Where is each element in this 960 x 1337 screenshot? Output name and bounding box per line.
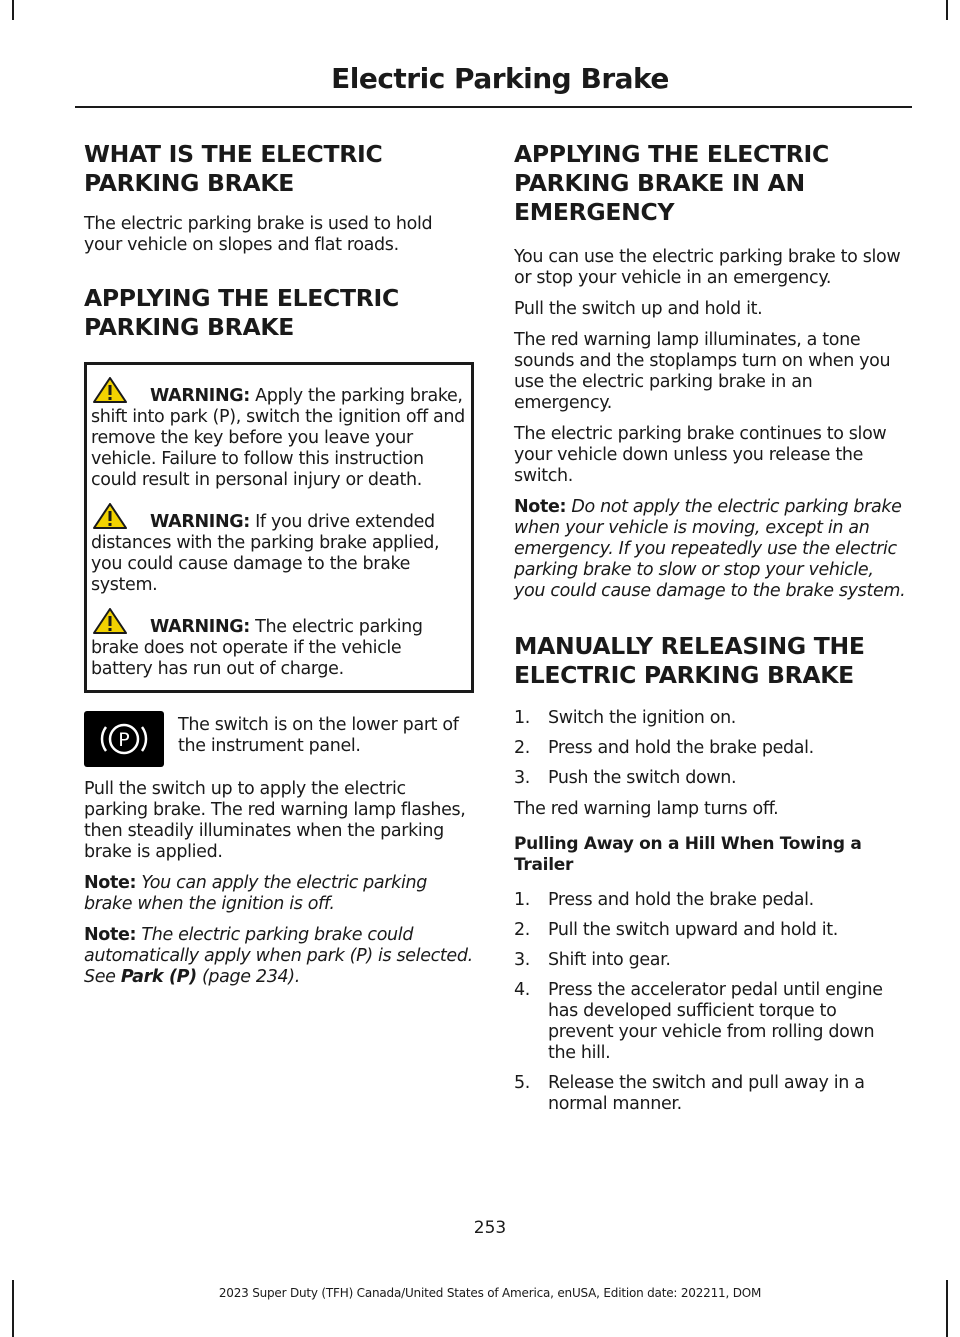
list-item: 1. Switch the ignition on. xyxy=(514,708,737,728)
list-item: 1. Press and hold the brake pedal. xyxy=(514,890,814,910)
switch-symbol: P xyxy=(118,729,130,751)
crop-mark xyxy=(946,0,948,20)
footer-text: 2023 Super Duty (TFH) Canada/United States of America, enUSA, Edition date: 202211, DOM xyxy=(218,1286,762,1300)
right-column xyxy=(514,140,906,1125)
cross-reference-link[interactable]: Park (P) xyxy=(120,967,197,987)
paragraph: The switch is on the lower part of the instrument panel. xyxy=(178,715,459,756)
crop-mark xyxy=(946,1280,948,1337)
paragraph: You can use the electric parking brake to slow or stop your vehicle in an emergency. xyxy=(514,247,901,288)
crop-mark xyxy=(12,0,14,20)
warning-triangle-icon xyxy=(93,608,127,634)
list-item: 3. Shift into gear. xyxy=(514,950,671,970)
warning-box xyxy=(84,362,474,693)
warning-item: WARNING: If you drive extended distances with the parking brake applied, you could cause damage to the brake system. xyxy=(91,503,467,596)
paragraph: The electric parking brake is used to hold your vehicle on slopes and flat roads. xyxy=(84,214,433,255)
section-heading: WHAT IS THE ELECTRIC PARKING BRAKE xyxy=(84,140,383,197)
note: Note: You can apply the electric parking brake when the ignition is off. xyxy=(84,873,427,914)
subsection-heading: Pulling Away on a Hill When Towing a Trailer xyxy=(514,834,862,875)
warning-triangle-icon xyxy=(93,503,127,529)
warning-item: WARNING: The electric parking brake does not operate if the vehicle battery has run out of charge. xyxy=(91,608,467,680)
list-item: 2. Press and hold the brake pedal. xyxy=(514,738,814,758)
note: Note: The electric parking brake could automatically apply when park (P) is selected. See Park (P) (page 234). xyxy=(84,925,473,987)
release-steps xyxy=(514,708,906,789)
section-heading: APPLYING THE ELECTRIC PARKING BRAKE IN AN EMERGENCY xyxy=(514,140,829,226)
paragraph: The red warning lamp turns off. xyxy=(514,799,779,819)
towing-steps xyxy=(514,890,906,1115)
warning-triangle-icon xyxy=(93,377,127,403)
switch-info xyxy=(84,711,474,767)
parking-brake-switch-icon xyxy=(84,711,164,767)
paragraph: Pull the switch up and hold it. xyxy=(514,299,763,319)
paragraph: The electric parking brake continues to slow your vehicle down unless you release the switch. xyxy=(514,424,887,486)
section-heading: APPLYING THE ELECTRIC PARKING BRAKE xyxy=(84,284,399,341)
page-title: Electric Parking Brake xyxy=(331,62,669,95)
section-heading: MANUALLY RELEASING THE ELECTRIC PARKING BRAKE xyxy=(514,632,865,689)
header-divider xyxy=(75,106,912,108)
warning-item: WARNING: Apply the parking brake, shift into park (P), switch the ignition off and remove the key before you leave your vehicle. Failure to follow this instruction could result in personal injury or death. xyxy=(91,377,467,491)
list-item: 4. Press the accelerator pedal until engine has developed sufficient torque to prevent your vehicle from rolling down the hill. xyxy=(514,980,883,1063)
crop-mark xyxy=(12,1280,14,1337)
paragraph: Pull the switch up to apply the electric parking brake. The red warning lamp flashes, then steadily illuminates when the parking brake is applied. xyxy=(84,779,466,862)
note: Note: Do not apply the electric parking brake when your vehicle is moving, except in an emergency. If you repeatedly use the electric parking brake to slow or stop your vehicle, you could cause damage to the brake system. xyxy=(514,497,906,601)
list-item: 5. Release the switch and pull away in a normal manner. xyxy=(514,1073,865,1114)
page-number: 253 xyxy=(473,1218,507,1238)
list-item: 3. Push the switch down. xyxy=(514,768,737,788)
list-item: 2. Pull the switch upward and hold it. xyxy=(514,920,838,940)
left-column xyxy=(84,140,474,998)
paragraph: The red warning lamp illuminates, a tone sounds and the stoplamps turn on when you use the electric parking brake in an emergency. xyxy=(514,330,891,413)
